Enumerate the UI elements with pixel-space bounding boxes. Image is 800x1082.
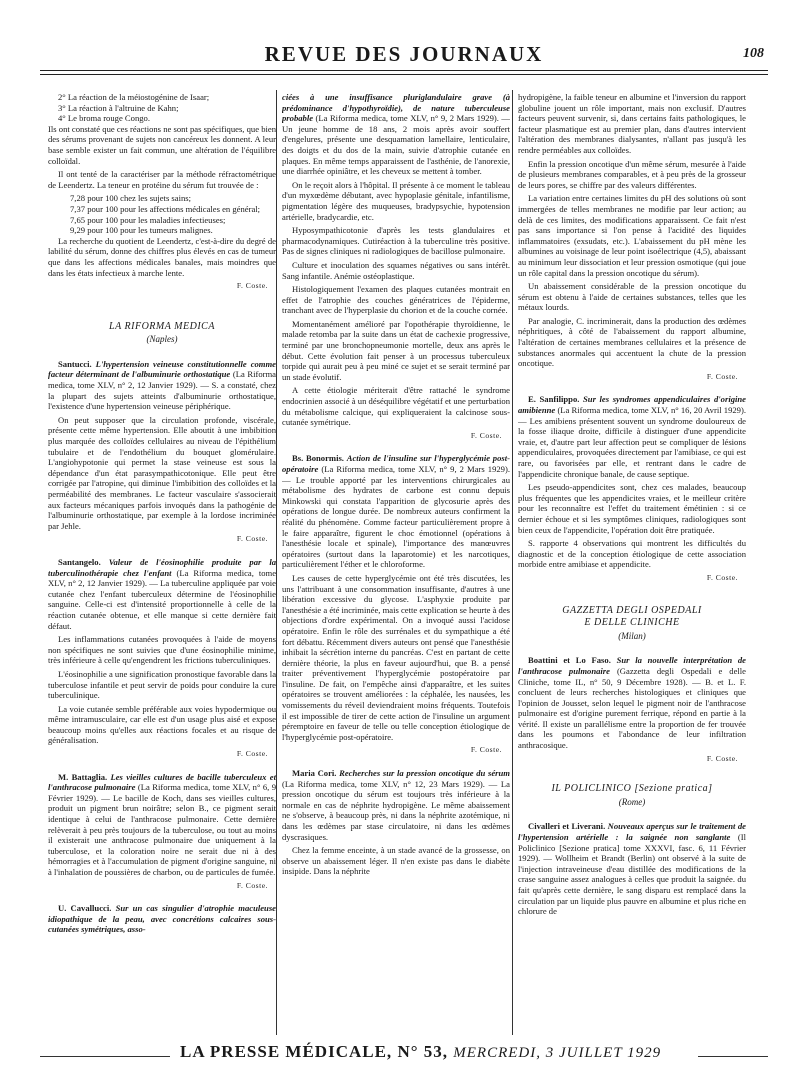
journal-section-title-line2: E DELLE CLINICHE	[584, 617, 680, 629]
list-item: 9,29 pour 100 pour les tumeurs malignes.	[70, 225, 213, 236]
article-author: Boattini et Lo Faso.	[528, 655, 611, 666]
article	[48, 557, 276, 631]
paragraph: Un abaissement considérable de la pression oncotique du sérum est obtenu à l'aide de certaines substances, telles que les métaux lourds.	[518, 281, 746, 313]
paragraph: On peut supposer que la circulation profonde, viscérale, présente cette même hypertension. Elle aboutit à une imbibition plus marquée des colloïdes cellulaires au niveau de l'épithélium tubulaire et de l'endothélium du bouquet glomérulaire. L'angiohypotonie qui permet la stase veineuse est sous la dépendance d'un état parasympathicotonique. Elle peut être corrigée par l'atropine, qui diminue l'imbibition des colloïdes et la perméabilité des membranes. Le facteur vasculaire s'associerait aux facteurs mécaniques parfois invoqués dans la pathogénie de l'albuminurie orthostatique, par exemple à la lordose incriminée par Jehle.	[48, 414, 276, 531]
article-title: Recherches sur la pression oncotique du sérum	[339, 768, 510, 779]
issue-number: N° 53,	[397, 1042, 449, 1061]
article-author: M. Battaglia.	[58, 771, 108, 782]
article-body: (La Riforma medica, tome XLV, n° 6, 9 Février 1929). — Le bacille de Koch, dans ses vieilles cultures, produit un pigment brun noirâtre; selon B., ce pigment serait identique à celui de l'anthracose pulmonaire. Cette dernière relèverait à peu près toujours de la tuberculose, ou tout au moins il existerait une anthracose pulmonaire due uniquement à la tuberculose, et la coloration noire ne serait due ni à des hémorragies et à l'accumulation de pigment d'origine sanguine, ni à l'inhalation de poussières de charbon, ou de particules de fumée.	[48, 782, 276, 877]
article	[518, 821, 746, 916]
article	[518, 394, 746, 479]
article	[518, 655, 746, 750]
article-body: (La Riforma medica, tome XLV, n° 2, 12 Janvier 1929). — S. a constaté, chez la plupart des sujets atteints d'albuminurie orthostatique, l'existence d'une hypertension veineuse périphérique.	[48, 369, 276, 412]
article-author: Maria Cori.	[292, 768, 337, 779]
paragraph: Il ont tenté de la caractériser par la méthode réfractométrique de Leendertz. La teneur en protéine du sérum fut trouvée de :	[48, 169, 276, 190]
footer-rule	[698, 1056, 768, 1057]
journal-section-title: IL POLICLINICO [Sezione pratica]	[551, 783, 713, 795]
article-body: (La Riforma medica, tome XLV, n° 9, 2 Mars 1929). — Le trouble apporté par les interventions chirurgicales au métabolisme des hydrates de carbone est connu depuis Minkowski qui constata l'apparition de glycosurie après des opérations de longue durée. De nombreux auteurs confirment la réalité du phénomène. Comme facteur particulièrement propre à le faire apparaître, figurent le choc émotionnel (opérations à l'anesthésie locale et spinale), l'importance des manœuvres opératoires (surtout dans la laparotomie) et les narcotiques, particulièrement l'éther et le chloroforme.	[282, 464, 510, 570]
article-title: Action de l'insuline sur l'hyperglycémie post-opératoire	[282, 453, 510, 474]
author-signature: F. Coste.	[706, 572, 738, 582]
article-body: (Gazzetta degli Ospedali e delle Cliniche, tome IL, n° 50, 9 Décembre 1928). — B. et L. F. concluent de leurs recherches histologiques et cliniques que l'opinion de Jousset, selon lequel le pigment noir de l'anthracose pulmonaire est d'origine purement ferrique, répond en partie à la vérité. Il existe un parallélisme entre la proportion de fer trouvée dans les poumons et l'abondance de leur infiltration anthracosique.	[518, 665, 746, 751]
running-title: REVUE DES JOURNAUX	[264, 42, 544, 66]
list-item: 7,65 pour 100 pour les maladies infectieuses;	[70, 214, 226, 225]
footer-masthead	[180, 1042, 661, 1062]
list-item: 4° Le broma rouge Congo.	[58, 113, 150, 124]
paragraph: Par analogie, C. incriminerait, dans la production des œdèmes néphritiques, à côté de l'abaissement du rapport albumine, l'altération de certaines membranes cellulaires et la présence de substances anormales qui accentuent la chute de la pression oncotique.	[518, 315, 746, 369]
journal-name: LA PRESSE MÉDICALE,	[180, 1042, 393, 1061]
article	[48, 359, 276, 412]
article	[282, 768, 510, 842]
paragraph: Les pseudo-appendicites sont, chez ces malades, beaucoup plus fréquentes que les appendicites vraies, et le meilleur critère pour les reconnaître est l'effet du traitement émétinien : si ce dernier échoue et si les symptômes cliniques, radiologiques sont bien ceux de l'appendicite, l'opération doit être pratiquée.	[518, 482, 746, 535]
author-signature: F. Coste.	[236, 281, 268, 291]
paragraph: Hyposympathicotonie d'après les tests glandulaires et pharmacodynamiques. Cutiréaction à la tuberculine très positive. Pas de signes cliniques ni radiologiques de bacillose pulmonaire.	[282, 225, 510, 257]
article-title: Sur un cas singulier d'atrophie maculeuse idiopathique de la peau, avec concrétions calcaires sous-cutanées symétriques, asso-	[48, 903, 276, 935]
paragraph: hydropigène, la faible teneur en albumine et l'inversion du rapport globuline jouent un rôle important, mais non exclusif. D'autres facteurs peuvent survenir, si, dans certains faits pathologiques, le facteur plasmatique est au premier plan, dans d'autres intervient l'altération des membranes dialysantes, n'allant pas jusqu'à les rendre perméables aux colloïdes.	[518, 92, 746, 155]
journal-city: (Rome)	[618, 796, 646, 807]
article-title: ciées à une insuffisance pluriglandulaire grave (à prédominance d'hypothyroïdie), de nature tuberculeuse probable	[282, 92, 510, 124]
article-body: (Il Policlinico [Sezione pratica] tome XXXVI, fasc. 6, 11 Février 1929). — Wollheim et Brandt (Berlin) ont observé à la suite de l'injection intraveineuse d'eau distillée des modifications de la crase sanguine assez analogues à celles que produit la saignée. du fait qu'après cette dernière, le sang disparu est remplacé dans la circulation par un liquide plus pauvre en albumine et plus riche en chlorure de	[518, 832, 746, 917]
page-header	[40, 40, 768, 72]
footer-rule	[40, 1056, 170, 1057]
paragraph: La variation entre certaines limites du pH des solutions où sont immergées de telles membranes ne modifie par leur action; au delà de ces limites, des modifications apparaissent. Ce fait n'est pas sans importance si l'on pense à l'acidité des liquides inflammatoires (exsudats, etc.). L'abaissement du pH mène les albumines au voisinage de leur point isoélectrique (4,5), abaissant au minimum leur dissociation et leur pression osmotique (qui joue un rôle capital dans la pression oncotique du sérum).	[518, 193, 746, 278]
paragraph: La recherche du quotient de Leendertz, c'est-à-dire du degré de labilité du sérum, donne des chiffres plus élevés en cas de tumeur que dans les affections médicales banales, mais moindres que dans les états infectieux à marche lente.	[48, 235, 276, 278]
article-title: Valeur de l'éosinophilie produite par la tuberculinothérapie chez l'enfant	[48, 556, 276, 578]
paragraph: Les causes de cette hyperglycémie ont été très discutées, les uns l'attribuant à une consommation insuffisante, d'autres à une libération excessive du glycose. L'asphyxie produite par l'anesthésie a été incriminée, mais cette explication se heurte à des objections d'ordre expérimental. On a invoqué aussi l'acidose opératoire. Enfin le rôle des surrénales et du sympathique a été fort débattu. Récemment divers auteurs ont pensé que l'anesthésie inhibait la sécrétion interne du pancréas. C'est en partant de cette dernière théorie, la plus en faveur aujourd'hui, que B. a pensé traiter préventivement l'hyperglycémie postopératoire par l'insuline. De fait, on l'empêche ainsi d'apparaître, et les suites opératoires se trouvent améliorées : la céphalée, les nausées, les vomissements du réveil deviendraient moins fréquents. Toutefois il est impossible de tirer de cette action de l'insuline un argument péremptoire en faveur de telle ou telle conception étiologique de l'hyperglycémie post-opératoire.	[282, 572, 510, 742]
page-number: 108	[743, 46, 764, 61]
article	[48, 772, 276, 878]
issue-date: MERCREDI, 3 JUILLET 1929	[453, 1045, 662, 1061]
article-body: (La Riforma medica, tome XLV, n° 16, 20 Avril 1929). — Les amibiens présentent souvent un syndrome douloureux de la fosse iliaque droite, difficile à distinguer d'une appendicite vraie, et, d'autre part leur affection peut se compliquer de lésions appendiculaires, provoquées directement par l'amibiase, ce qui est rare, ou favorisées par elle, et rentrant dans le cadre de l'appendicite chronique banale, de cause septique.	[518, 405, 746, 479]
paragraph: Les inflammations cutanées provoquées à l'aide de moyens non spécifiques ne sont suivies que d'une éosinophilie minime, très inférieure à celle qu'engendrent les frictions tuberculiniques.	[48, 634, 276, 666]
article-title: Sur la nouvelle interprétation de l'anthracose pulmonaire	[518, 655, 746, 676]
page-footer	[40, 1042, 768, 1070]
paragraph: L'éosinophilie a une signification pronostique favorable dans la tuberculose infantile et peut servir de poids pour conduire la cure tuberculinique.	[48, 668, 276, 701]
list-item: 3° La réaction à l'altruine de Kahn;	[58, 102, 179, 113]
list-item: 2° La réaction de la méiostogénine de Isaar;	[58, 92, 210, 102]
journal-city: (Naples)	[146, 334, 178, 345]
column-2	[282, 92, 510, 1037]
journal-city: (Milan)	[618, 630, 646, 641]
paragraph: Chez la femme enceinte, à un stade avancé de la grossesse, on observe un abaissement léger. Il n'en existe pas dans le diabète insipide. Dans la néphrite	[282, 845, 510, 877]
paragraph: On le reçoit alors à l'hôpital. Il présente à ce moment le tableau d'un myxœdème débutant, avec hypoplasie génitale, infantilisme, pigmentation légère des muqueuses, bradypsychie, hypotension artérielle, bradycardie, etc.	[282, 179, 510, 222]
header-rule-thin	[40, 74, 768, 75]
article-author: U. Cavallucci.	[58, 903, 112, 914]
journal-section-title: LA RIFORMA MEDICA	[109, 320, 215, 332]
author-signature: F. Coste.	[470, 745, 502, 755]
journal-section-title: GAZZETTA DEGLI OSPEDALI	[562, 604, 702, 616]
author-signature: F. Coste.	[236, 749, 268, 759]
paragraph: Histologiquement l'examen des plaques cutanées montrait en effet de l'atrophie des couches génératrices de l'épiderme, tranchant avec de l'hyperplasie du chorion et de la couche cornée.	[282, 284, 510, 316]
article-author: Bs. Bonormis.	[292, 453, 344, 464]
article-title: L'hypertension veineuse constitutionnelle comme facteur déterminant de l'albuminurie orthostatique	[48, 358, 276, 380]
paragraph: Momentanément amélioré par l'opothérapie thyroïdienne, le malade retomba par la suite dans un état de cachexie progressive, terminé par une bronchopneumonie mortelle, deux ans après le début. Cette évolution fait penser à un processus tuberculeux torpide qui aurait peu à peu miné ce sujet et se serait terminé par un stade évolutif.	[282, 318, 510, 382]
article-title: Nouveaux aperçus sur le traitement de l'hypertension artérielle : la saignée non sanglante	[518, 821, 746, 843]
article-body: (La Riforma medica, tome XLV, n° 2, 12 Janvier 1929). — La tuberculine appliquée par voie cutanée chez l'enfant tuberculeux détermine de l'éosinophilie sanguine. Celle-ci est d'intensité proportionnelle à celle de la réaction cutanée obtenue, et elle manque si cette dernière fait défaut.	[48, 567, 276, 631]
author-signature: F. Coste.	[706, 371, 738, 381]
column-1	[48, 92, 276, 1037]
article	[282, 453, 510, 570]
author-signature: F. Coste.	[236, 880, 268, 890]
article-author: E. Sanfilippo.	[528, 394, 580, 405]
article-title: Sur les syndromes appendiculaires d'origine amibienne	[518, 394, 746, 416]
article-author: Civalleri et Liverani.	[528, 821, 606, 832]
list-item: 7,28 pour 100 chez les sujets sains;	[70, 193, 192, 204]
column-3	[518, 92, 746, 1037]
header-rule	[40, 70, 768, 71]
article-title: Les vieilles cultures de bacille tuberculeux et l'anthracose pulmonaire	[48, 771, 276, 793]
list-item: 7,37 pour 100 pour les affections médicales en général;	[70, 203, 261, 214]
paragraph: Culture et inoculation des squames négatives ou sans intérêt. Sang infantile. Anémie ostéoplastique.	[282, 259, 510, 281]
article-continued	[282, 92, 510, 177]
article-author: Santangelo.	[58, 556, 101, 567]
author-signature: F. Coste.	[470, 430, 502, 440]
article-body: (La Riforma medica, tome XLV, n° 12, 23 Mars 1929). — La pression oncotique du sérum est toujours très inférieure à la normale en cas de néphrite hydropigène. Le même abaissement ne s'observe, à beaucoup près, ni dans la néphrite azotémique, ni dans les œdèmes par stase circulatoire, ni dans les œdèmes dyscrasiques.	[282, 778, 510, 842]
paragraph: A cette étiologie mériterait d'être rattaché le syndrome endocrinien associé à un déséquilibre végétatif et une perturbation du métabolisme calcique, qui expliqueraient la calcinose sous-cutanée symétrique.	[282, 385, 510, 428]
author-signature: F. Coste.	[706, 753, 738, 763]
article-body: (La Riforma medica, tome XLV, n° 9, 2 Mars 1929). — Un jeune homme de 18 ans, 2 mois après avoir souffert d'engelures, présente une desquamation lamellaire, lenticulaire, des doigts et du dos de la main, suivie d'atrophie cutanée en plaques. En même temps apparaissent de l'asthénie, de l'anorexie, une diarrhée opiniâtre, et les cheveux se mettent à tomber.	[282, 113, 510, 177]
column-divider	[512, 90, 513, 1035]
paragraph: Ils ont constaté que ces réactions ne sont pas spécifiques, que bien des sérums provenant de sujets non cancéreux les donnent. A leur base semble exister un fait commun, une altération de l'équilibre colloïdal.	[48, 123, 276, 166]
author-signature: F. Coste.	[236, 534, 268, 544]
article	[48, 903, 276, 935]
paragraph: S. rapporte 4 observations qui montrent les difficultés du diagnostic et de la conception étiologique de cette association morbide entre amibiase et appendicite.	[518, 538, 746, 570]
column-divider	[276, 90, 277, 1035]
paragraph: Enfin la pression oncotique d'un même sérum, mesurée à l'aide de plusieurs membranes comparables, et à peu près de la grosseur de leurs pores, se chiffre par des valeurs différentes.	[518, 158, 746, 190]
article-author: Santucci.	[58, 358, 92, 369]
paragraph: La voie cutanée semble préférable aux voies hypodermique ou même intramusculaire, car elle est d'un usage plus aisé et expose beaucoup moins qu'elles aux réactions focales et au risque de généralisation.	[48, 703, 276, 746]
